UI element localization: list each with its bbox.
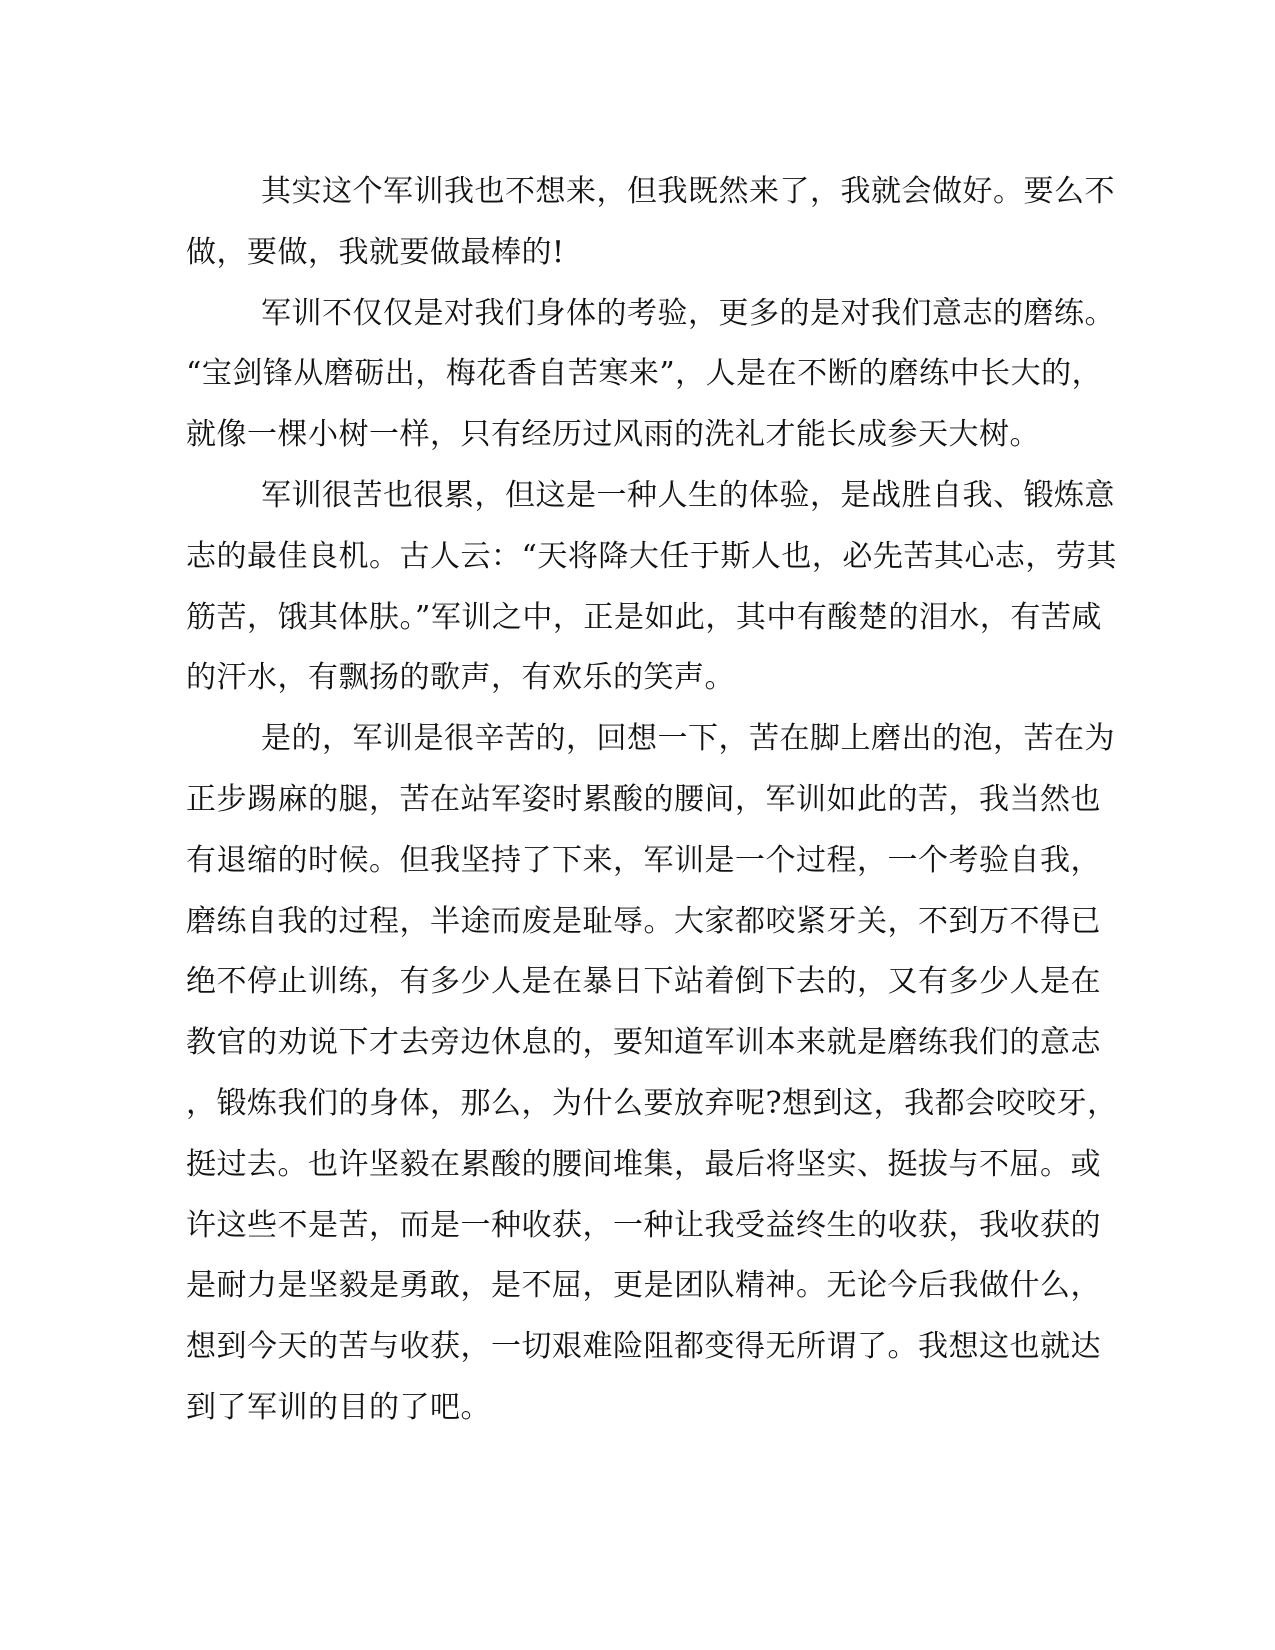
text-line: 磨练自我的过程，半途而废是耻辱。大家都咬紧牙关，不到万不得已 xyxy=(186,903,1101,939)
text-line: 许这些不是苦，而是一种收获，一种让我受益终生的收获，我收获的 xyxy=(186,1207,1101,1243)
text-line: 其实这个军训我也不想来，但我既然来了，我就会做好。要么不 xyxy=(261,174,1115,209)
text-line: 挺过去。也许坚毅在累酸的腰间堆集，最后将坚实、挺拔与不屈。或 xyxy=(186,1146,1101,1182)
essay-body xyxy=(186,162,1118,1439)
text-line: 想到今天的苦与收获，一切艰难险阻都变得无所谓了。我想这也就达 xyxy=(186,1329,1101,1365)
text-line: 是耐力是坚毅是勇敢，是不屈，更是团队精神。无论今后我做什么， xyxy=(186,1268,1101,1304)
text-line: 教官的劝说下才去旁边休息的，要知道军训本来就是磨练我们的意志 xyxy=(186,1025,1101,1061)
text-line: “宝剑锋从磨砺出，梅花香自苦寒来”，人是在不断的磨练中长大的， xyxy=(186,356,1103,392)
text-line: 到了军训的目的了吧。 xyxy=(186,1389,491,1425)
text-line: 就像一棵小树一样，只有经历过风雨的洗礼才能长成参天大树。 xyxy=(186,417,1040,453)
text-line: 军训很苦也很累，但这是一种人生的体验，是战胜自我、锻炼意 xyxy=(261,477,1115,513)
text-line: 的汗水，有飘扬的歌声，有欢乐的笑声。 xyxy=(186,660,735,696)
text-line: 志的最佳良机。古人云：“天将降大任于斯人也，必先苦其心志，劳其 xyxy=(186,538,1117,574)
text-line: 正步踢麻的腿，苦在站军姿时累酸的腰间，军训如此的苦，我当然也 xyxy=(186,781,1101,817)
text-line: 是的，军训是很辛苦的，回想一下，苦在脚上磨出的泡，苦在为 xyxy=(261,721,1115,757)
text-line: 绝不停止训练，有多少人是在暴日下站着倒下去的，又有多少人是在 xyxy=(186,964,1101,1000)
text-line: 有退缩的时候。但我坚持了下来，军训是一个过程，一个考验自我， xyxy=(186,842,1101,878)
text-line: 军训不仅仅是对我们身体的考验，更多的是对我们意志的磨练。 xyxy=(261,295,1115,331)
text-line: 做，要做，我就要做最棒的! xyxy=(186,234,565,270)
text-line: ，锻炼我们的身体，那么，为什么要放弃呢?想到这，我都会咬咬牙， xyxy=(186,1085,1118,1121)
text-line: 筋苦，饿其体肤。”军训之中，正是如此，其中有酸楚的泪水，有苦咸 xyxy=(186,599,1102,635)
